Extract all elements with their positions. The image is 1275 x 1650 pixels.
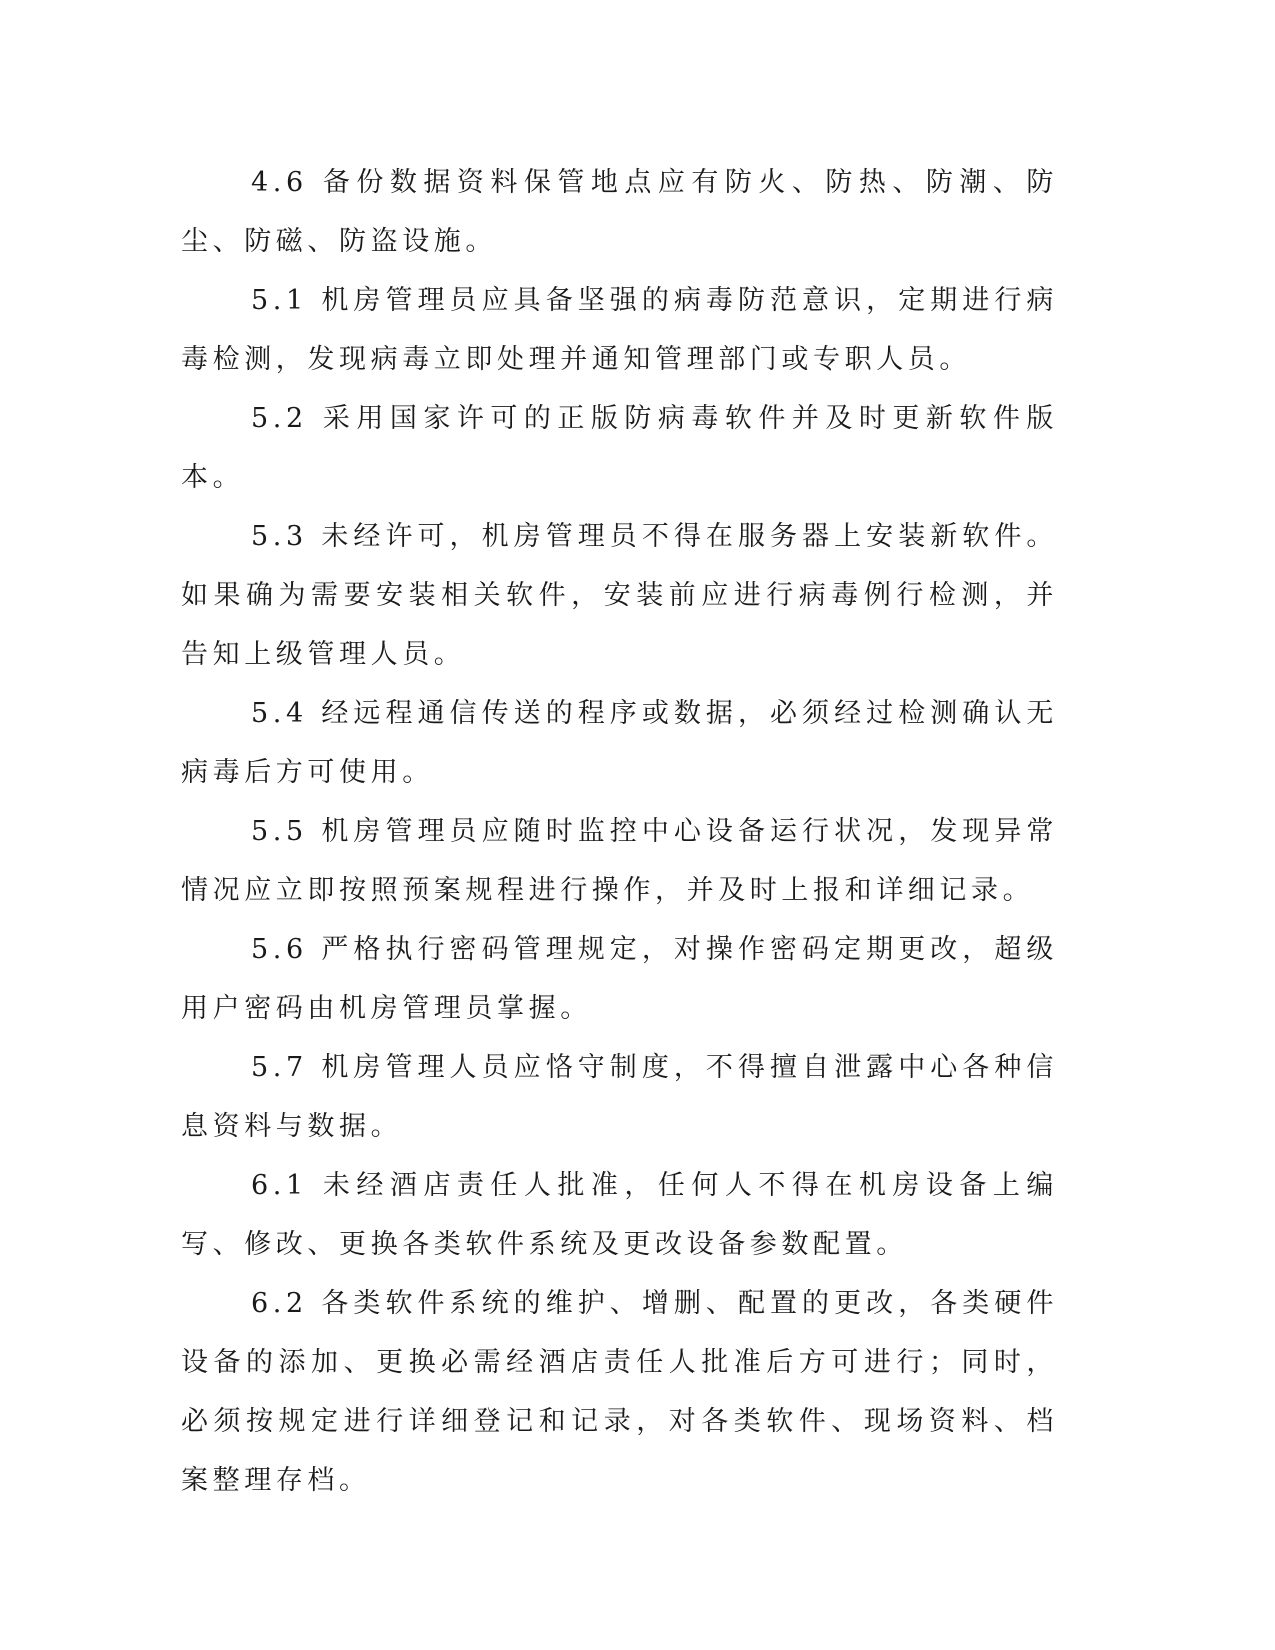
paragraph-6-1: 6.1 未经酒店责任人批准，任何人不得在机房设备上编写、修改、更换各类软件系统及更改设备参数配置。 — [181, 1170, 1058, 1260]
document-body — [181, 153, 1058, 1510]
paragraph-5-6: 5.6 严格执行密码管理规定，对操作密码定期更改，超级用户密码由机房管理员掌握。 — [181, 934, 1058, 1024]
paragraph-5-4: 5.4 经远程通信传送的程序或数据，必须经过检测确认无病毒后方可使用。 — [181, 698, 1058, 788]
paragraph-5-7: 5.7 机房管理人员应恪守制度，不得擅自泄露中心各种信息资料与数据。 — [181, 1052, 1058, 1142]
paragraph-5-3: 5.3 未经许可，机房管理员不得在服务器上安装新软件。如果确为需要安装相关软件，安装前应进行病毒例行检测，并告知上级管理人员。 — [181, 521, 1058, 670]
paragraph-5-2: 5.2 采用国家许可的正版防病毒软件并及时更新软件版本。 — [181, 403, 1058, 493]
paragraph-6-2: 6.2 各类软件系统的维护、增删、配置的更改，各类硬件设备的添加、更换必需经酒店责任人批准后方可进行；同时，必须按规定进行详细登记和记录，对各类软件、现场资料、档案整理存档。 — [181, 1288, 1058, 1496]
paragraph-4-6: 4.6 备份数据资料保管地点应有防火、防热、防潮、防尘、防磁、防盗设施。 — [181, 167, 1058, 257]
paragraph-5-1: 5.1 机房管理员应具备坚强的病毒防范意识，定期进行病毒检测，发现病毒立即处理并通知管理部门或专职人员。 — [181, 285, 1058, 375]
paragraph-5-5: 5.5 机房管理员应随时监控中心设备运行状况，发现异常情况应立即按照预案规程进行操作，并及时上报和详细记录。 — [181, 816, 1058, 906]
